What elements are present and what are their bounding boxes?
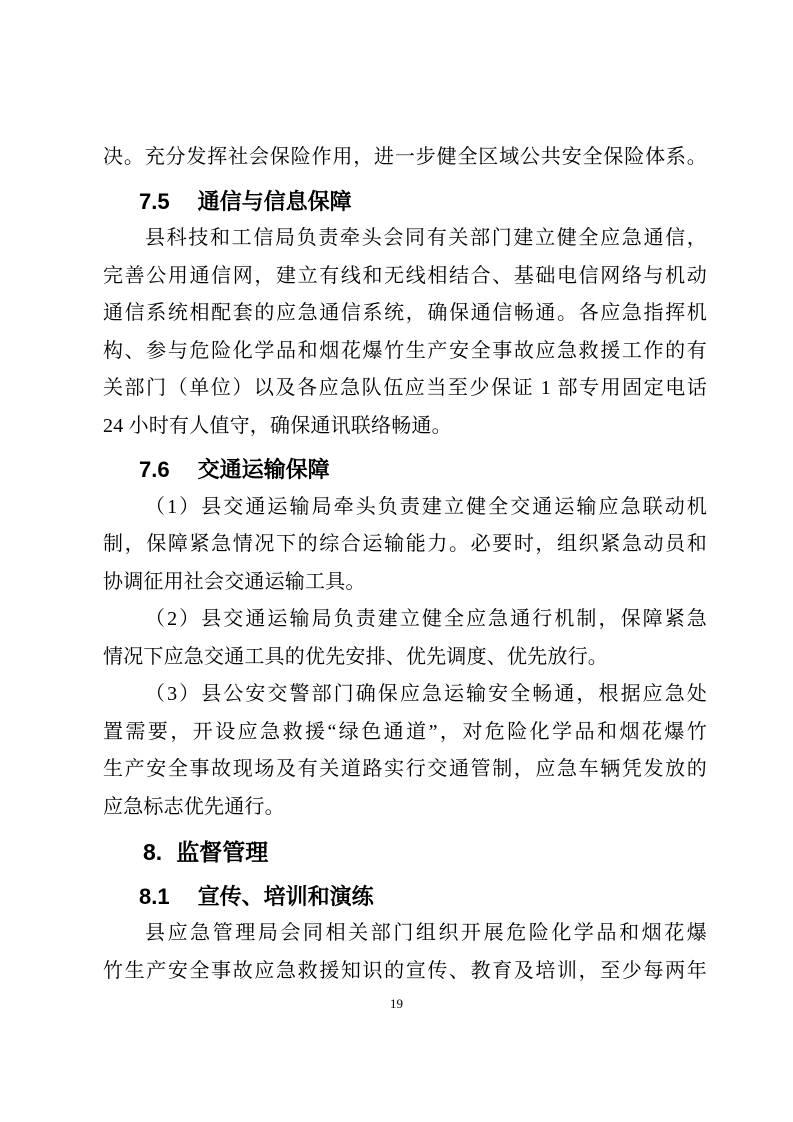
text-line: 决。充分发挥社会保险作用，进一步健全区域公共安全保险体系。 xyxy=(103,146,707,168)
page-content xyxy=(103,139,707,990)
text-line: 通信系统相配套的应急通信系统，确保通信畅通。各应急指挥机 xyxy=(103,302,707,324)
page-number: 19 xyxy=(390,996,403,1011)
heading-text: 宣传、培训和演练 xyxy=(197,883,374,909)
text-line: 情况下应急交通工具的优先安排、优先调度、优先放行。 xyxy=(103,645,608,668)
heading-number: 8.1 xyxy=(139,883,170,909)
text-line: 置需要，开设应急救援“绿色通道”，对危险化学品和烟花爆竹 xyxy=(103,720,707,743)
text-line: （3）县公安交警部门确保应急运输安全畅通，根据应急处 xyxy=(145,683,707,705)
text-line: 完善公用通信网，建立有线和无线相结合、基础电信网络与机动 xyxy=(103,264,707,287)
heading-7-5 xyxy=(103,183,707,221)
text-line: 24 小时有人值守，确保通讯联络畅通。 xyxy=(103,414,452,437)
heading-number: 7.5 xyxy=(139,188,170,214)
text-line: 关部门（单位）以及各应急队伍应当至少保证 1 部专用固定电话 xyxy=(103,377,707,399)
text-line: 县应急管理局会同相关部门组织开展危险化学品和烟花爆 xyxy=(145,922,707,944)
heading-text: 通信与信息保障 xyxy=(197,188,352,214)
text-line: 构、参与危险化学品和烟花爆竹生产安全事故应急救援工作的有 xyxy=(103,339,707,362)
text-line: 县科技和工信局负责牵头会同有关部门建立健全应急通信， xyxy=(145,227,707,249)
page-footer xyxy=(0,996,793,1012)
text-line: 协调征用社会交通运输工具。 xyxy=(103,570,366,593)
text-line: （2）县交通运输局负责建立健全应急通行机制，保障紧急 xyxy=(145,608,707,630)
text-line: 生产安全事故现场及有关道路实行交通管制，应急车辆凭发放的 xyxy=(103,758,707,780)
heading-number: 7.6 xyxy=(139,457,170,482)
text-line: 应急标志优先通行。 xyxy=(103,795,285,818)
text-line: 竹生产安全事故应急救援知识的宣传、教育及培训，至少每两年 xyxy=(103,959,707,982)
heading-7-6 xyxy=(103,451,707,489)
text-line: （1）县交通运输局牵头负责建立健全交通运输应急联动机 xyxy=(145,495,707,518)
heading-number: 8. xyxy=(143,839,163,865)
text-line: 制，保障紧急情况下的综合运输能力。必要时，组织紧急动员和 xyxy=(103,533,707,555)
heading-text: 交通运输保障 xyxy=(197,457,330,482)
heading-8-1 xyxy=(103,878,707,916)
heading-text: 监督管理 xyxy=(176,839,269,865)
heading-8 xyxy=(103,834,707,872)
